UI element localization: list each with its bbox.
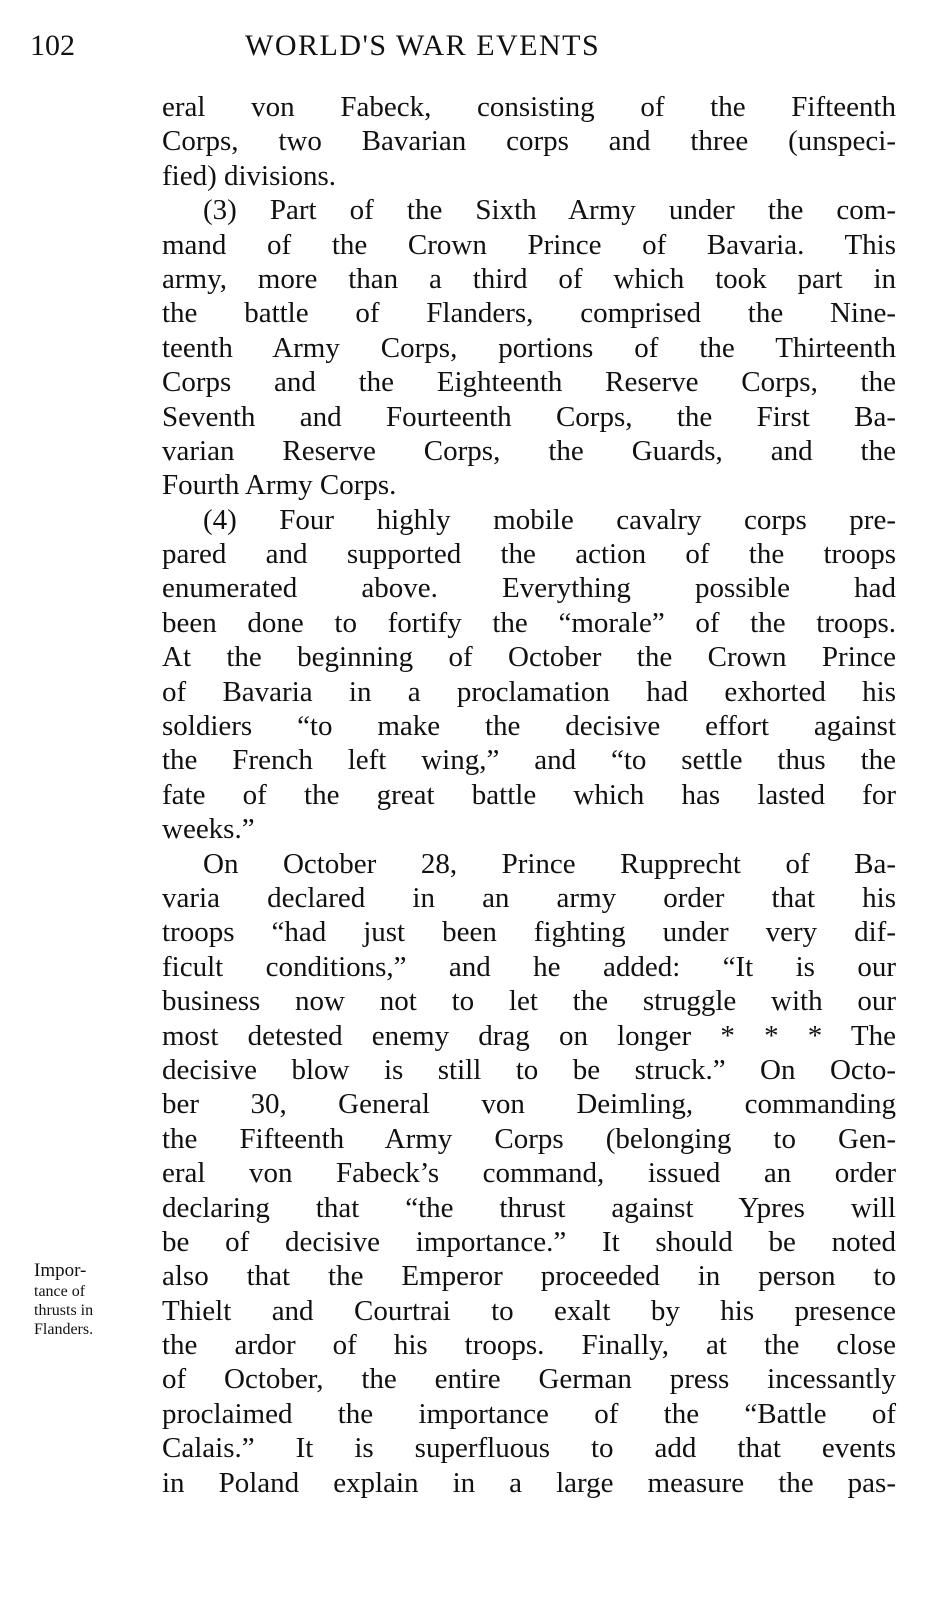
margin-note-line: Flanders.: [34, 1321, 94, 1338]
text-line: the battle of Flanders, comprised the Nine-: [162, 297, 896, 330]
text-line: be of decisive importance.” It should be noted: [162, 1225, 896, 1258]
text-line: pared and supported the action of the troops: [162, 538, 896, 571]
text-line: eral von Fabeck, consisting of the Fifteenth: [162, 91, 896, 123]
text-line: Seventh and Fourteenth Corps, the First Ba-: [162, 400, 896, 433]
text-line: eral von Fabeck’s command, issued an order: [162, 1157, 896, 1190]
running-head: WORLD'S WAR EVENTS: [245, 29, 601, 62]
text-line: fied) divisions.: [162, 159, 336, 192]
text-line: declaring that “the thrust against Ypres will: [162, 1191, 896, 1224]
text-line: fate of the great battle which has lasted for: [162, 778, 896, 811]
text-line: also that the Emperor proceeded in person to: [162, 1260, 896, 1293]
margin-note: [34, 1260, 154, 1339]
text-line: Calais.” It is superfluous to add that events: [162, 1432, 896, 1465]
text-line: the ardor of his troops. Finally, at the close: [162, 1329, 896, 1362]
text-line: in Poland explain in a large measure the pas-: [162, 1466, 896, 1499]
text-line: army, more than a third of which took part in: [162, 262, 896, 295]
text-line: been done to fortify the “morale” of the troops.: [162, 606, 896, 639]
text-line: On October 28, Prince Rupprecht of Ba-: [203, 847, 896, 880]
margin-note-line: thrusts in: [34, 1302, 94, 1319]
text-line: ber 30, General von Deimling, commanding: [162, 1088, 896, 1121]
text-line: Corps, two Bavarian corps and three (unspeci-: [162, 125, 896, 158]
text-line: (3) Part of the Sixth Army under the com-: [203, 194, 896, 227]
text-line: teenth Army Corps, portions of the Thirteenth: [162, 331, 896, 364]
margin-note-line: tance of: [34, 1283, 86, 1300]
text-line: (4) Four highly mobile cavalry corps pre-: [203, 503, 896, 536]
text-line: soldiers “to make the decisive effort against: [162, 710, 896, 743]
page-number: 102: [30, 29, 75, 62]
margin-note-line: Impor-: [34, 1260, 87, 1281]
text-line: mand of the Crown Prince of Bavaria. This: [162, 228, 896, 261]
text-line: troops “had just been fighting under very dif-: [162, 916, 896, 949]
text-line: varia declared in an army order that his: [162, 881, 896, 914]
body-text: [162, 90, 896, 1500]
text-line: Corps and the Eighteenth Reserve Corps, the: [162, 366, 896, 399]
text-line: varian Reserve Corps, the Guards, and the: [162, 434, 896, 467]
text-line: the French left wing,” and “to settle thus the: [162, 744, 896, 777]
text-line: proclaimed the importance of the “Battle of: [162, 1397, 896, 1430]
text-line: most detested enemy drag on longer * * * The: [162, 1019, 896, 1052]
text-line: Thielt and Courtrai to exalt by his presence: [162, 1294, 896, 1327]
text-line: decisive blow is still to be struck.” On Octo-: [162, 1053, 896, 1086]
text-line: of October, the entire German press incessantly: [162, 1363, 896, 1396]
text-line: enumerated above. Everything possible had: [162, 572, 896, 605]
text-line: business now not to let the struggle with our: [162, 985, 896, 1018]
text-line: ficult conditions,” and he added: “It is our: [162, 950, 896, 983]
text-line: At the beginning of October the Crown Prince: [162, 641, 896, 674]
text-line: weeks.”: [162, 813, 255, 846]
text-line: Fourth Army Corps.: [162, 469, 397, 502]
text-line: of Bavaria in a proclamation had exhorted his: [162, 675, 896, 708]
text-line: the Fifteenth Army Corps (belonging to Gen-: [162, 1122, 896, 1155]
